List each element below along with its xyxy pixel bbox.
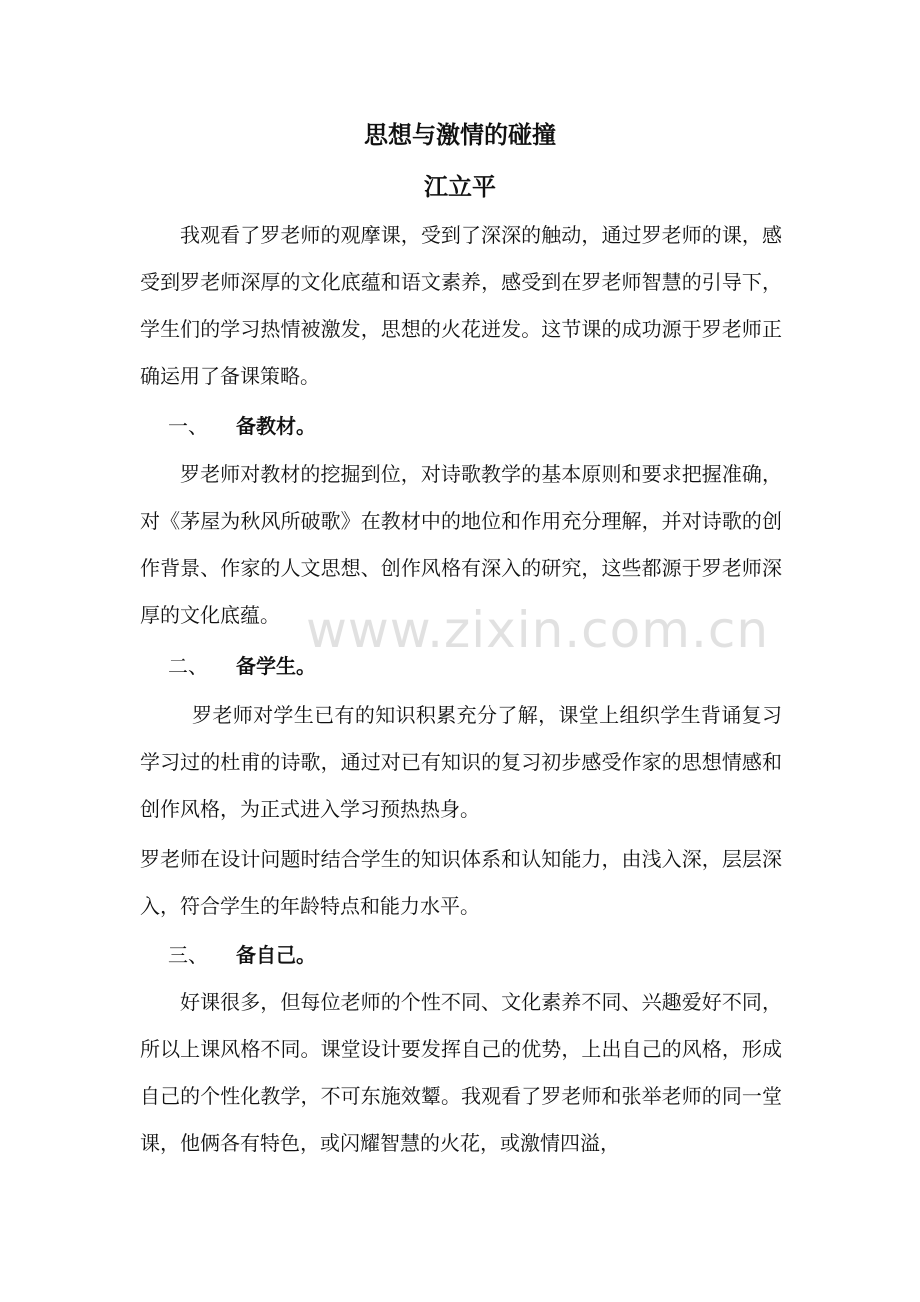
section-heading-1: [168, 403, 316, 450]
section-heading-3: [168, 932, 316, 979]
section-2-paragraph: 罗老师在设计问题时结合学生的知识体系和认知能力，由浅入深，层层深入，符合学生的年龄特点和能力水平。: [140, 847, 782, 918]
section-number: 一、: [168, 414, 208, 438]
section-2-paragraph: 罗老师对学生已有的知识积累充分了解，课堂上组织学生背诵复习学习过的杜甫的诗歌，通过对已有知识的复习初步感受作家的思想情感和创作风格，为正式进入学习预热热身。: [140, 703, 782, 821]
intro-paragraph: 我观看了罗老师的观摩课，受到了深深的触动，通过罗老师的课，感受到罗老师深厚的文化底蕴和语文素养，感受到在罗老师智慧的引导下，学生们的学习热情被激发，思想的火花迸发。这节课的成功源于罗老师正确运用了备课策略。: [140, 223, 782, 388]
section-heading-label: 备教材。: [236, 414, 316, 438]
section-heading-2: [168, 643, 316, 690]
section-number: 二、: [168, 654, 208, 678]
section-heading-label: 备学生。: [236, 654, 316, 678]
document-title: 思想与激情的碰撞: [364, 121, 556, 149]
section-3-paragraph: 好课很多，但每位老师的个性不同、文化素养不同、兴趣爱好不同，所以上课风格不同。课堂设计要发挥自己的优势，上出自己的风格，形成自己的个性化教学，不可东施效颦。我观看了罗老师和张举老师的同一堂课，他俩各有特色，或闪耀智慧的火花，或激情四溢，: [140, 990, 782, 1155]
watermark: www.zixin.com.cn: [306, 601, 770, 659]
section-number: 三、: [168, 943, 208, 967]
section-1-paragraph: 罗老师对教材的挖掘到位，对诗歌教学的基本原则和要求把握准确，对《茅屋为秋风所破歌》在教材中的地位和作用充分理解，并对诗歌的创作背景、作家的人文思想、创作风格有深入的研究，这些都源于罗老师深厚的文化底蕴。: [140, 462, 782, 627]
section-heading-label: 备自己。: [236, 943, 316, 967]
document-author: 江立平: [424, 173, 496, 201]
